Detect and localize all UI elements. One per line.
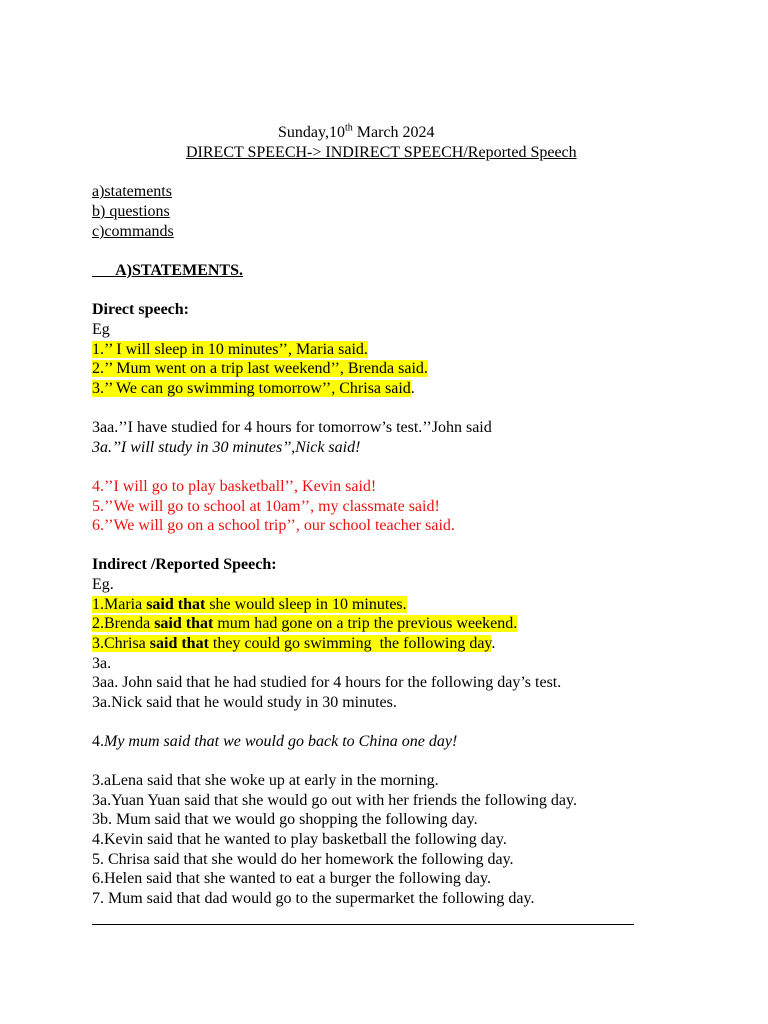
highlighted-text: 1.’’ I will sleep in 10 minutes’’, Maria said. <box>92 341 368 358</box>
date-day: Sunday,10 <box>278 124 345 141</box>
said-that: said that <box>149 635 209 652</box>
direct-eg-label: Eg <box>92 321 110 338</box>
indirect-example-2 <box>92 614 517 634</box>
clause: mum had gone on a trip the previous weekend. <box>213 615 518 632</box>
direct-example-2 <box>92 359 428 379</box>
said-that: said that <box>154 615 214 632</box>
indirect-speech-heading: Indirect /Reported Speech: <box>92 556 277 573</box>
subject: 2.Brenda <box>92 615 155 632</box>
indirect-eg-label: Eg. <box>92 576 114 593</box>
direct-example-3 <box>92 379 415 399</box>
direct-red-example-5: 5.’’We will go to school at 10am’’, my classmate said! <box>92 498 440 515</box>
final-line-yuan: 3a.Yuan Yuan said that she would go out with her friends the following day. <box>92 792 577 809</box>
final-line-kevin: 4.Kevin said that he wanted to play basketball the following day. <box>92 831 507 848</box>
topic-statements: a)statements <box>92 183 172 200</box>
trailing-period: . <box>410 380 415 397</box>
direct-example-3a: 3a.’’I will study in 30 minutes’’,Nick said! <box>92 439 361 456</box>
direct-red-example-4: 4.’’I will go to play basketball’’, Kevin said! <box>92 478 377 495</box>
final-line-mum-shopping: 3b. Mum said that we would go shopping the following day. <box>92 811 478 828</box>
direct-example-1 <box>92 340 368 360</box>
final-line-helen: 6.Helen said that she wanted to eat a burger the following day. <box>92 870 491 887</box>
trailing-period: . <box>491 635 496 652</box>
clause: she would sleep in 10 minutes. <box>205 596 407 613</box>
indirect-line-3aa: 3aa. John said that he had studied for 4 hours for the following day’s test. <box>92 674 562 691</box>
subject: 1.Maria <box>92 596 147 613</box>
indirect-line-3a-empty: 3a. <box>92 655 112 672</box>
date-ordinal: th <box>344 122 353 134</box>
topic-questions: b) questions <box>92 203 170 220</box>
said-that: said that <box>146 596 206 613</box>
page-title: DIRECT SPEECH-> INDIRECT SPEECH/Reported Speech <box>186 144 577 161</box>
indirect-line-3a-nick: 3a.Nick said that he would study in 30 minutes. <box>92 694 397 711</box>
date-rest: March 2024 <box>352 124 435 141</box>
italic-sentence: My mum said that we would go back to China one day! <box>104 733 458 750</box>
line-number: 4. <box>92 733 104 750</box>
highlighted-text: 2.’’ Mum went on a trip last weekend’’, Brenda said. <box>92 360 428 377</box>
topic-commands: c)commands <box>92 223 174 240</box>
bottom-divider <box>92 924 634 925</box>
date-line <box>278 123 435 143</box>
indirect-example-1 <box>92 595 407 615</box>
final-line-chrisa: 5. Chrisa said that she would do her homework the following day. <box>92 851 514 868</box>
highlighted-text <box>92 635 491 652</box>
section-heading <box>92 261 243 281</box>
subject: 3.Chrisa <box>92 635 150 652</box>
highlighted-text: 3.’’ We can go swimming tomorrow’’, Chrisa said <box>92 380 411 397</box>
final-line-mum-supermarket: 7. Mum said that dad would go to the supermarket the following day. <box>92 890 535 907</box>
highlighted-text <box>92 615 517 632</box>
direct-example-3aa: 3aa.’’I have studied for 4 hours for tomorrow’s test.’’John said <box>92 419 492 436</box>
direct-red-example-6: 6.’’We will go on a school trip’’, our school teacher said. <box>92 517 455 534</box>
indirect-example-3 <box>92 634 495 654</box>
highlighted-text <box>92 596 407 613</box>
final-line-lena: 3.aLena said that she woke up at early in the morning. <box>92 772 439 789</box>
clause: they could go swimming the following day <box>208 635 492 652</box>
direct-speech-heading: Direct speech: <box>92 301 189 318</box>
indirect-line-4-italic <box>92 732 457 752</box>
section-heading-text: A)STATEMENTS. <box>115 262 243 279</box>
heading-indent <box>92 262 115 279</box>
